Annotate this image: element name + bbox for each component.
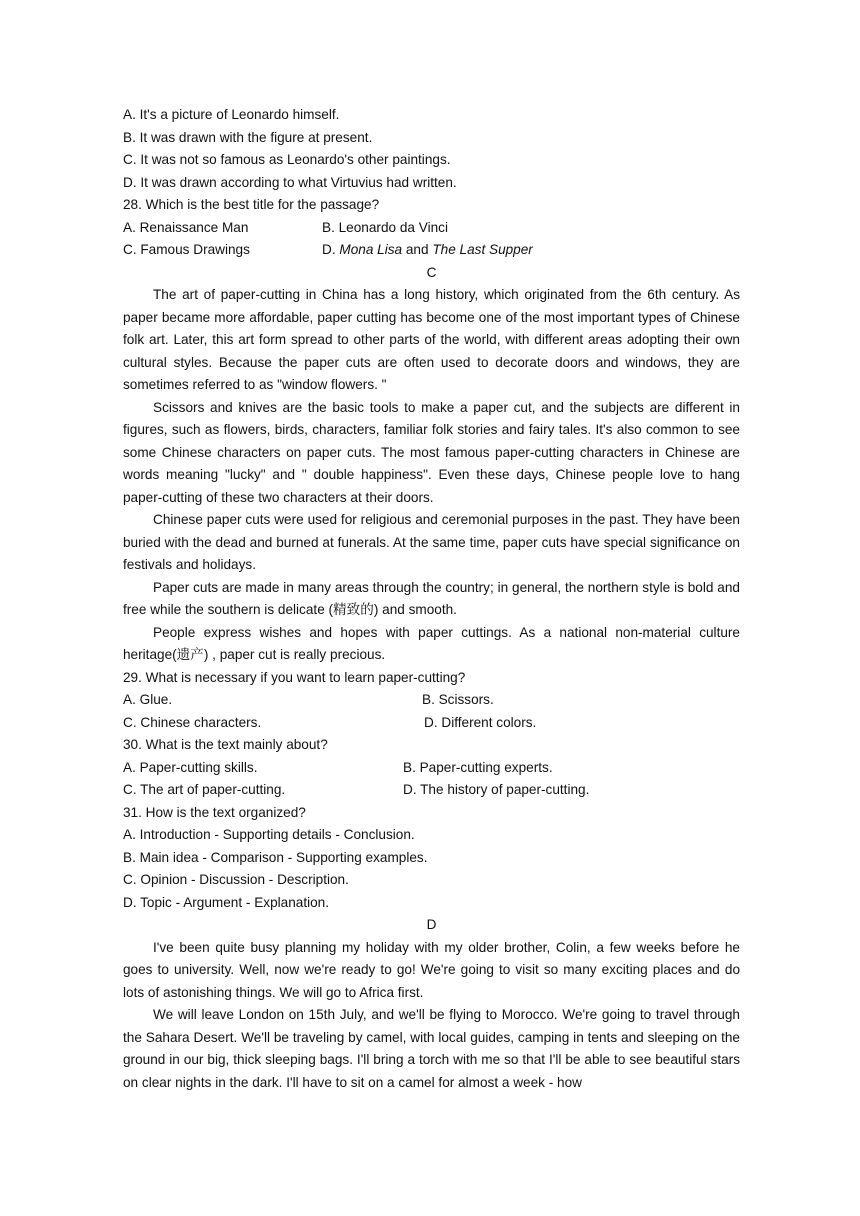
q28-option-d <box>322 239 533 262</box>
q30-row-1 <box>123 757 740 780</box>
q29-row-2 <box>123 712 740 735</box>
q28-option-d-and: and <box>402 242 433 257</box>
section-c-paragraph: People express wishes and hopes with paper cuttings. As a national non-material culture heritage(遗产) , paper cut is really precious. <box>123 624 740 662</box>
q31-option-d: D. Topic - Argument - Explanation. <box>123 894 330 910</box>
q27-option-a: A. It's a picture of Leonardo himself. <box>123 107 340 122</box>
section-c-paragraph: Paper cuts are made in many areas through the country; in general, the northern style is bold and free while the southern is delicate (精致的) and smooth. <box>123 579 740 617</box>
q31-option-a: A. Introduction - Supporting details - Conclusion. <box>123 827 415 842</box>
q28-row-1 <box>123 217 740 240</box>
exam-page <box>123 104 740 1094</box>
q28-option-c: C. Famous Drawings <box>123 242 250 257</box>
q27-option-c: C. It was not so famous as Leonardo's other paintings. <box>123 152 451 167</box>
q29-option-c: C. Chinese characters. <box>123 714 262 730</box>
q28-option-a: A. Renaissance Man <box>123 219 249 235</box>
q29-option-d: D. Different colors. <box>424 714 537 730</box>
section-c-paragraph: The art of paper-cutting in China has a long history, which originated from the 6th century. As paper became more affordable, paper cutting has become one of the most important types of Chinese folk art. Later, this art form spread to other parts of the world, with different areas adopting their own cultural styles. Because the paper cuts are often used to decorate doors and windows, they are sometimes referred to as "window flowers. " <box>123 287 740 392</box>
section-d-paragraph: I've been quite busy planning my holiday with my older brother, Colin, a few weeks before he goes to university. Well, now we're ready to go! We're going to visit so many exciting places and do lots of astonishing things. We will go to Africa first. <box>123 939 740 1000</box>
q28-option-d-title1: Mona Lisa <box>339 242 403 257</box>
q30-option-c: C. The art of paper-cutting. <box>123 782 286 797</box>
q28-row-2 <box>123 239 740 262</box>
q31-option-c: C. Opinion - Discussion - Description. <box>123 872 349 887</box>
q31-question: 31. How is the text organized? <box>123 804 306 820</box>
q29-option-b: B. Scissors. <box>422 692 494 707</box>
q29-row-1 <box>123 689 740 712</box>
q28-question: 28. Which is the best title for the passage? <box>123 197 380 212</box>
q29-option-a: A. Glue. <box>123 692 173 707</box>
q28-option-d-prefix: D. <box>322 242 340 257</box>
q30-row-2 <box>123 779 740 802</box>
section-c-heading: C <box>426 264 437 280</box>
q29-question: 29. What is necessary if you want to learn paper-cutting? <box>123 669 466 685</box>
q27-option-b: B. It was drawn with the figure at present. <box>123 129 373 145</box>
section-c-paragraph: Chinese paper cuts were used for religious and ceremonial purposes in the past. They have been buried with the dead and burned at funerals. At the same time, paper cuts have special significance on festivals and holidays. <box>123 512 740 572</box>
section-d-heading: D <box>426 917 437 932</box>
q30-question: 30. What is the text mainly about? <box>123 737 328 752</box>
section-c-paragraph: Scissors and knives are the basic tools to make a paper cut, and the subjects are different in figures, such as flowers, birds, characters, familiar folk stories and fairy tales. It's also common to see some Chinese characters on paper cuts. The most famous paper-cutting characters in Chinese are words meaning "lucky" and " double happiness". Even these days, Chinese people love to hang paper-cutting of these two characters at their doors. <box>123 399 740 505</box>
q28-option-d-title2: The Last Supper <box>432 242 533 257</box>
q28-option-b: B. Leonardo da Vinci <box>322 219 448 235</box>
q30-option-d: D. The history of paper-cutting. <box>403 782 590 797</box>
q27-option-d: D. It was drawn according to what Virtuvius had written. <box>123 174 457 190</box>
q31-option-b: B. Main idea - Comparison - Supporting examples. <box>123 849 428 865</box>
q30-option-a: A. Paper-cutting skills. <box>123 759 258 775</box>
q30-option-b: B. Paper-cutting experts. <box>403 759 553 775</box>
section-d-paragraph: We will leave London on 15th July, and we'll be flying to Morocco. We're going to travel through the Sahara Desert. We'll be traveling by camel, with local guides, camping in tents and sleeping on the ground in our big, thick sleeping bags. I'll bring a torch with me so that I'll be able to see beautiful stars on clear nights in the dark. I'll have to sit on a camel for almost a week - how <box>123 1007 740 1090</box>
